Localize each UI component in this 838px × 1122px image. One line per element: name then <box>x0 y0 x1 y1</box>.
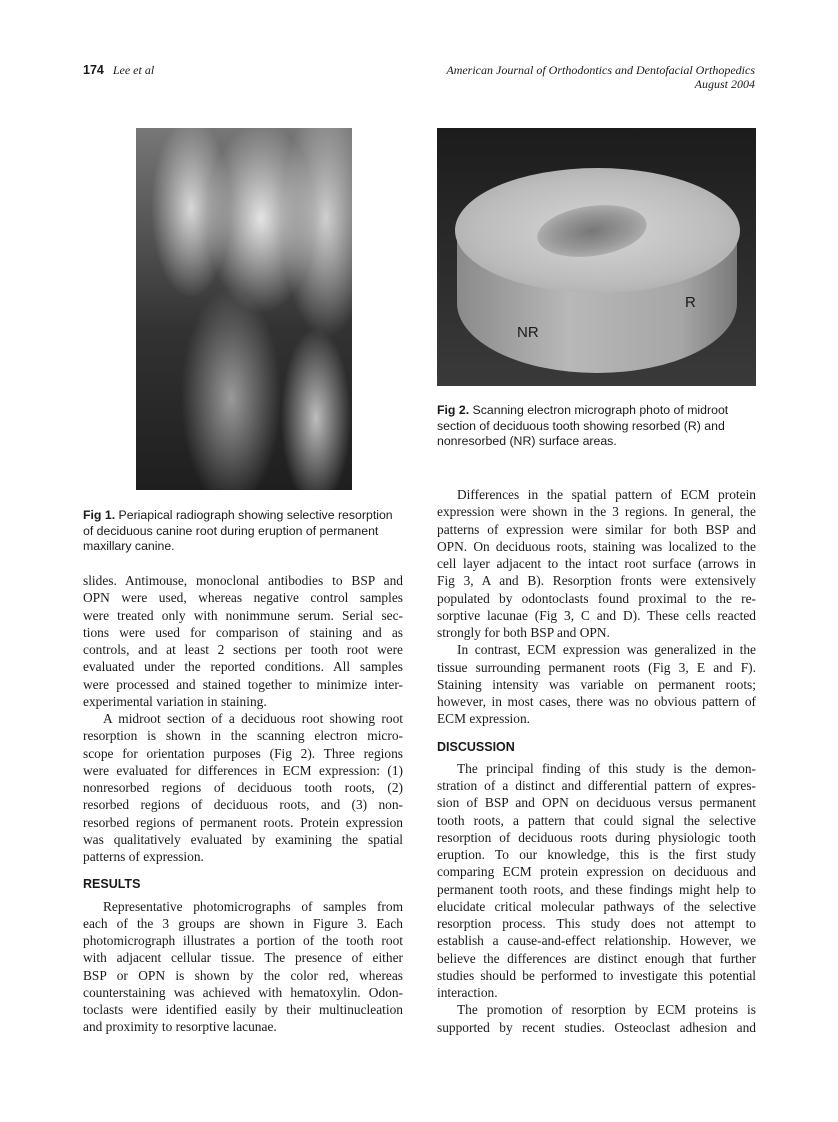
figure-2-caption-text: Scanning electron micrograph photo of midroot section of deciduous tooth showing resorbed (R) and nonresorbed (NR) surface areas. <box>437 403 729 448</box>
paragraph <box>437 641 756 727</box>
figure-1-caption <box>83 508 405 555</box>
text-line: The promotion of resorption by ECM proteins is <box>457 1002 756 1018</box>
text-line: supported by recent studies. Osteoclast adhesion and <box>437 1019 756 1035</box>
text-line: resorbed regions of permanent roots. Protein expression <box>83 814 403 830</box>
text-line: OPN. On deciduous roots, staining was localized to the <box>437 538 756 554</box>
text-line: cell layer adjacent to the intact root surface (arrows in <box>437 556 756 571</box>
figure-1-caption-text: Periapical radiograph showing selective resorption of deciduous canine root during eruption of permanent maxillary canine. <box>83 508 393 553</box>
journal-title: American Journal of Orthodontics and Dentofacial Orthopedics <box>446 63 755 77</box>
text-line: In contrast, ECM expression was generalized in the <box>457 642 756 658</box>
text-line: interaction. <box>437 985 498 1000</box>
text-line: comparing ECM protein expression on deciduous and <box>437 864 756 880</box>
text-line: patterns of expression. <box>83 849 204 864</box>
text-line: believe the differences are distinct enough that further <box>437 950 756 966</box>
paragraph <box>83 898 403 1036</box>
section-heading: DISCUSSION <box>437 739 515 754</box>
label-nonresorbed: NR <box>517 324 539 341</box>
paragraph <box>437 760 756 1002</box>
text-line: eruption. To our knowledge, this is the first study <box>437 847 756 862</box>
figure-2-label: Fig 2. <box>437 403 470 417</box>
text-line: evaluated under the reported conditions. All samples <box>83 659 403 675</box>
paragraph <box>83 710 403 865</box>
text-line: establish a cause-and-effect relationship. However, we <box>437 933 756 949</box>
text-line: resorption of deciduous roots during physiologic tooth <box>437 829 756 845</box>
text-line: Staining intensity was variable on permanent roots; <box>437 676 756 692</box>
text-line: resorption is shown in the scanning electron micro- <box>83 728 403 744</box>
paragraph <box>437 486 756 641</box>
text-line: slides. Antimouse, monoclonal antibodies to BSP and <box>83 573 403 588</box>
text-line: A midroot section of a deciduous root showing root <box>103 711 403 726</box>
text-line: resorption process. This study does not attempt to <box>437 916 756 931</box>
text-line: toclasts were identified easily by their multinucleation <box>83 1002 403 1017</box>
figure-2-caption <box>437 403 757 450</box>
text-line: OPN were used, whereas negative control samples <box>83 590 403 606</box>
text-line: controls, and at least 2 sections per tooth root were <box>83 642 403 657</box>
text-line: Differences in the spatial pattern of ECM protein <box>457 487 756 502</box>
text-line: counterstaining was achieved with hematoxylin. Odon- <box>83 984 403 1000</box>
text-line: permanent tooth roots, and these findings might help to <box>437 881 756 897</box>
body-column-left <box>83 572 403 1036</box>
text-line: BSP or OPN is shown by the color red, whereas <box>83 967 403 983</box>
text-line: nonresorbed regions of deciduous tooth roots, (2) <box>83 780 403 795</box>
text-line: photomicrograph illustrates a portion of the tooth root <box>83 933 403 948</box>
text-line: studies should be performed to investigate this potential <box>437 967 756 983</box>
text-line: was qualitatively evaluated by examining the spatial <box>83 831 403 847</box>
text-line: expression were shown in the 3 regions. In general, the <box>437 504 756 520</box>
body-column-right <box>437 486 756 1036</box>
text-line: tooth roots, a pattern that could signal the selective <box>437 812 756 828</box>
text-line: however, in most cases, there was no obvious pattern of <box>437 694 756 709</box>
text-line: were treated only with nonimmune serum. Serial sec- <box>83 607 403 623</box>
label-resorbed: R <box>685 294 696 311</box>
text-line: sorptive lacunae (Fig 3, C and D). These cells reacted <box>437 607 756 623</box>
running-authors: Lee et al <box>112 63 155 77</box>
text-line: populated by odontoclasts found proximal to the re- <box>437 590 756 606</box>
text-line: elucidate critical molecular pathways of the selective <box>437 898 756 914</box>
paragraph <box>437 1001 756 1036</box>
paragraph <box>83 572 403 710</box>
text-line: scope for orientation purposes (Fig 2). Three regions <box>83 745 403 761</box>
page-number: 174 <box>83 63 104 77</box>
figure-1-radiograph <box>136 128 352 490</box>
text-line: stration of a distinct and differential pattern of expres- <box>437 778 756 793</box>
figure-1-label: Fig 1. <box>83 508 116 522</box>
section-heading: RESULTS <box>83 877 141 892</box>
running-header-right <box>446 63 755 91</box>
text-line: resorbed regions of deciduous roots, and (3) non- <box>83 797 403 813</box>
text-line: experimental variation in staining. <box>83 693 267 709</box>
text-line: The principal finding of this study is the demon- <box>457 760 756 776</box>
text-line: were processed and stained together to minimize inter- <box>83 676 403 692</box>
text-line: strongly for both BSP and OPN. <box>437 625 610 640</box>
text-line: sion of BSP and OPN on deciduous versus permanent <box>437 795 756 811</box>
text-line: Fig 3, A and B). Resorption fronts were extensively <box>437 573 756 589</box>
text-line: Representative photomicrographs of samples from <box>103 898 403 914</box>
text-line: and proximity to resorptive lacunae. <box>83 1019 277 1035</box>
text-line: each of the 3 groups are shown in Figure 3. Each <box>83 915 403 931</box>
text-line: tions were used for comparison of staining and as <box>83 624 403 640</box>
text-line: tissue surrounding permanent roots (Fig 3, E and F). <box>437 659 756 675</box>
text-line: patterns of expression were similar for both BSP and <box>437 521 756 537</box>
issue-date: August 2004 <box>694 77 755 91</box>
text-line: with adjacent cellular tissue. The presence of either <box>83 950 403 966</box>
running-header-left <box>83 63 154 78</box>
text-line: were evaluated for differences in ECM expression: (1) <box>83 762 403 778</box>
text-line: ECM expression. <box>437 711 530 727</box>
figure-2-sem-micrograph <box>437 128 756 386</box>
